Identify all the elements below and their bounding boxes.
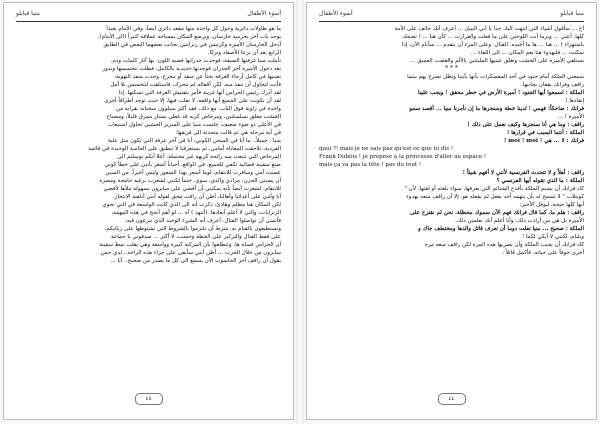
text-line: الملكة : ما الذي تقوله أيها الفرنسي ؟ — [496, 178, 584, 185]
text-line: تستلقي الأميرة على الخشب وتغلق عينيها المليئتين بالألم والغضب العميق ... — [410, 58, 584, 65]
text-line: ما هو طاولات دائرية وحول كل واحدة منها مقعد دائري أيضاً. وفي الأمام بعيداً — [106, 26, 281, 32]
page-body-text — [16, 25, 281, 391]
text-line: للانتقام، لشعرت أيضاً بأنه يمكنني أن أقضي على سايرون بسهولة ملأها لأفضي — [103, 186, 281, 193]
text-line: راقف : أهلاً و لا تتحدث الفرنسية لأنني لا أفهم شيئاً ! — [462, 170, 584, 177]
text-line: يوجد باب آخر يحرسه حارسان، ويرضع المكان بمساحة عملاقة كثيراً (الى الأمام). — [97, 34, 281, 41]
text-line: الخشب معلق بسلسلتين، ومرحاض كريه قد غطى بستار ممزق قليلاً، ومصباح — [106, 114, 281, 121]
header-author: منيا قبايلو — [16, 10, 40, 17]
text-line: يقول أن راقف آخر الحاسوب الآن يسمع الى كل ما يصدر من ضجيج.. آنا ... — [110, 258, 281, 265]
text-line: ويليام، لكنني لا أبكي لكما ! — [521, 234, 584, 241]
text-line: الأميرة ! ... — [557, 114, 584, 121]
text-line: أنا وأمي على أعدائنا وأهالنا، أظن أن راقت محق لقوله أنني أناهية الانتحار. — [112, 194, 281, 201]
text-line: راقف : وما هي أنا سنجرها وكيف نعمل على ذلك ! — [467, 122, 584, 129]
text-line: quoi ?! mais je ne sais pas qu'est ce que tu dis ! — [319, 146, 454, 153]
text-line: أنها كلها حيحة، ليوقل الأخير: — [519, 202, 584, 209]
text-line: على فقط القتال والتركيز على الخطة وحسب، لا أكثر ... صدقوني يا جماعة — [110, 234, 281, 241]
text-line: لقد أدرك رئيس الحراس أنها غريبة فأمر بتفتيش الغرفة التي تسكنها. إذا — [118, 90, 281, 97]
text-line: تمكنت ... فليهدوء هنا يعم المكان ... الى اللقاء ... — [470, 50, 584, 57]
text-line: راقف : هلم ما، كما قال فرانك فهم الآن سموك محظلة، نحن لم نقترح على — [410, 210, 584, 217]
text-line: بعينيها في كامل أرجاء الغرفة بحثاً عن منفذ أو مخرج، وجدت منفذ التهوية، — [114, 74, 281, 81]
text-line: كويتلاب " لا تسمح له بأن يتهمه أحد بفعل لم يفعله هو. إلا أن راقف منعه بهدوء — [406, 194, 584, 201]
text-line: كلها. أعني ... وبرما أنت اللوحتي على ما فعلت والقرارت ... كأن هنا ... ( تضحك — [402, 34, 584, 41]
text-line: عصيت أمي وسافرت للانتقام، لوما أشعر بهذا الشعور وليس أخيراً. من السبي — [105, 170, 281, 177]
header-author: منيا قبايلو — [560, 10, 584, 17]
text-line: وتستطيعون بالقيام به. شرط أن تلتزموا بالشروط التي تشتوطها على زبائنكم. — [104, 226, 281, 233]
text-line: سايرون من خلال الحرب ... أظن أنني سأبقى على جزاء هذه الراحة.. لدي حس — [100, 250, 281, 257]
text-line: بعد دخول الأميرة آخر الجدران فوجدتها حديدية بالكامل، فظلت تتحسسها وتدور — [102, 66, 281, 73]
text-line: كاد فرانك أن يجيب الملكة وأن يضربها هذه المرة لكن راقف منعه مرة — [424, 242, 584, 249]
left-page — [3, 2, 294, 420]
text-line: الملكة : اسمعوا أيها الجنود ! أميرة الأرض في خطر محقق ! ويجب علينا — [418, 90, 584, 97]
text-line: الفردية، تلاحقت المعاناة أمامي، ثم يستغرقنا لا تنطبق على الحاسة الوحيدة في قائمة — [88, 146, 281, 153]
text-line: باستهزاء ) ... هنا ... ها ما أجيده. القتال. وعلى المرء أن يتقدم ... سأنام الآن، إذا — [401, 42, 584, 49]
text-line: Frank Dubois ! je propose à la princesse d'aller au espace ! — [319, 154, 487, 161]
header-title: أسوء الأطفال — [319, 10, 353, 17]
text-line: سمعني الملكة أمام جنود في أحد المعسكرات بأنها بأبينا وتظل تصرخ بهم بينما — [407, 74, 584, 81]
text-line: الأميرة بل هي من أرادت ذلك، وأنا أعلم أنك تعلمين ذلك. — [455, 218, 584, 225]
text-line: صنع سفينة فضائية تكفي للجميع. في الواقع، أحياناً أشعر بأنني على خطأ كوني — [104, 162, 281, 169]
text-line: فرانك : لا ... هي ! moi ! moi ! — [503, 138, 584, 145]
book-gutter — [296, 0, 304, 424]
text-line: فأتمنى أن تواصلوا القتال. أعرف أنه الشيء الوحيد الذي تبرعون فيه. — [124, 218, 281, 225]
page-header — [319, 9, 584, 22]
text-line: إنقاذها ! — [565, 98, 584, 105]
text-line: تأملت منيا غرفتها الضيقة، فوجدت جدرانها فضية اللون، بها آثار كلمات ودم. — [110, 58, 281, 65]
text-line: أدخل الحارسان الأميرة وكرنيس في زنزانتين بجانب بعضهما البعض في الطابق — [103, 42, 281, 49]
page-number: ٤٤ — [438, 393, 466, 405]
right-page — [306, 2, 597, 420]
text-line: أخ ... سأقول أشياء التي انتهت اليك جداً يا أبي النبيل ... أعرف أنك خائف على الأمة — [394, 26, 584, 32]
text-line: أن الحراس قساة ها. وتتطلعوا بأن المركبة كبيرة وواسعة وهي بقلب نمط سفينة — [99, 242, 281, 249]
text-line: في أية مرحلة هي ثم قالت متحدثة الى فريقها: — [175, 130, 281, 137]
text-line: في الأعلى ذو ضوء ضعيف، جلست منيا على السرير الخشبي تحاول استيعاب — [107, 122, 281, 129]
text-line: الملكة : أنتما السبب في قرارها ! — [506, 130, 584, 137]
section-separator: * * * — [445, 65, 458, 73]
text-line: فرانك : ضاحكاً: فهمي ! لدينا خطة وسنجرها ما إن نأمرنا منيا ... أقصد سمو — [409, 106, 584, 113]
text-line: المرحاض التي تتبعث منه رائحة كريهة غير محتملة. أعلا أنكم توسلتم الى — [117, 154, 281, 161]
page-body-text — [319, 25, 584, 391]
page-number: ٤٥ — [135, 393, 163, 405]
text-line: أن يصبني الحزن، مرادي والدي، سوي. حتماً لكنني لشعرت برغبة جامحة ومصرة — [99, 178, 281, 185]
text-line: mais ça va pas la tête ! pas du tout ! — [319, 162, 422, 169]
text-line: كاد فرانك أن يشتم الملكة بأقذع الشتائم التي يعرفها، سواء بلغته أو لغتها. لأن " — [404, 186, 584, 193]
header-title: أسوء الأطفال — [247, 10, 281, 17]
text-line: لقد أن تكونت على الجميع أنها واقفة، لا تقلب فيها، إلا حيث توجد أطرافاً أخرى — [104, 98, 281, 105]
text-line: أخرى خوفاً على حياته، فأكمل قائلاً : — [502, 250, 584, 257]
text-line: الرابع بعد أن نزعا الأصفاد وتركا. — [207, 50, 281, 57]
text-line: منيا : جميلاً.. ما أنا في السجن الكوني، أنا في آخر عرفة التي تكون مثل علبة — [107, 138, 281, 145]
text-line: راقف وفرانك يقفان بجانبها. — [520, 82, 584, 89]
text-line: واحدة في زاوية فوق الباب. مع ذلك، فقد أكثر سيلوون سحباته بقرابه من — [115, 106, 281, 113]
page-header — [16, 9, 281, 22]
text-line: لكن المكان هنا مظلم وهادئ، ذكرت أنه الى الذي كانت الواسعة في التي تحوي — [102, 202, 281, 209]
text-line: الملكة : صحيح ... منيا تعلت دوما أن تعرف قائل والدها ومختطف جاك و — [418, 226, 584, 233]
text-line: فأتت لتحاول أن تنفذ منه، لكن أقفاله لم تتحرك، فاستلقت لتتحسس بلا أمل — [110, 82, 281, 89]
text-line: الزنزانات، والتي لا أعلم أبعادها. (أتنهد ) آه ... لو أهم أنجح في هذه المهمة، — [111, 210, 281, 217]
